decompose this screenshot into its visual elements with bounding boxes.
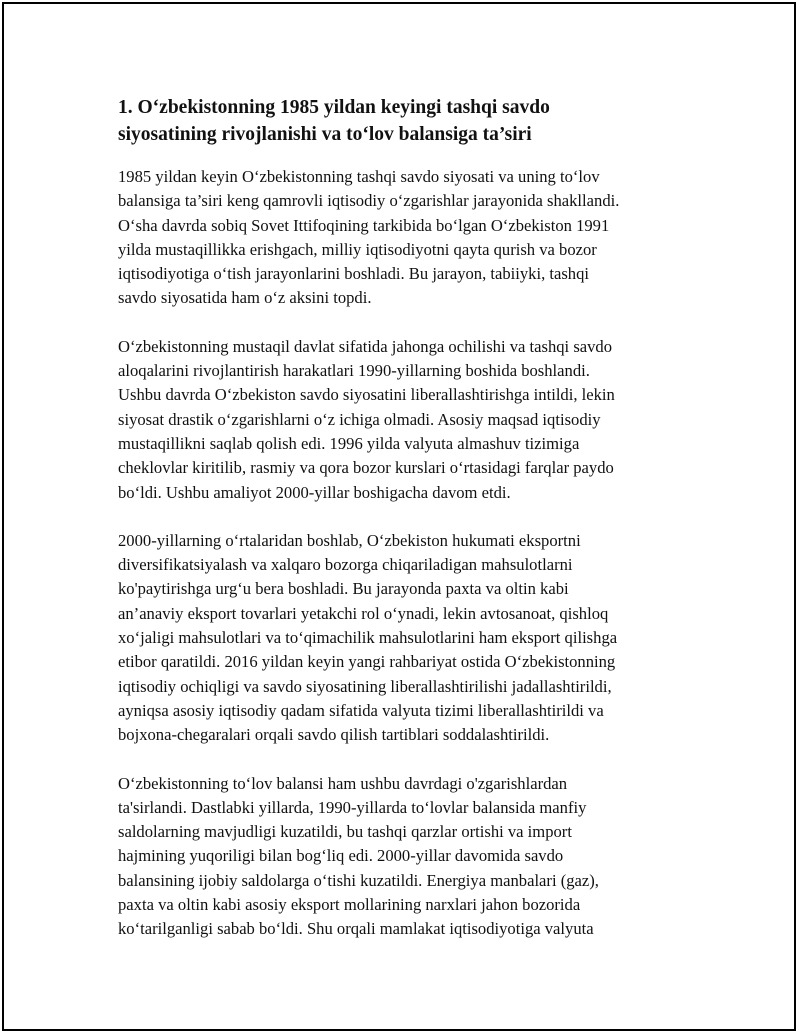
text-line: diversifikatsiyalash va xalqaro bozorga chiqariladigan mahsulotlarni bbox=[118, 555, 573, 575]
text-line: cheklovlar kiritilib, rasmiy va qora bozor kurslari o‘rtasidagi farqlar paydo bbox=[118, 458, 614, 478]
text-line: aloqalarini rivojlantirish harakatlari 1990-yillarning boshida boshlandi. bbox=[118, 361, 590, 381]
text-line: ko‘tarilganligi sabab bo‘ldi. Shu orqali mamlakat iqtisodiyotiga valyuta bbox=[118, 919, 594, 939]
text-line: siyosat drastik o‘zgarishlarni o‘z ichiga olmadi. Asosiy maqsad iqtisodiy bbox=[118, 409, 601, 429]
heading-line: 1. O‘zbekistonning 1985 yildan keyingi tashqi savdo bbox=[118, 97, 550, 118]
paragraph-3 bbox=[118, 529, 678, 748]
heading-line: siyosatining rivojlanishi va to‘lov balansiga ta’siri bbox=[118, 124, 532, 145]
text-line: Ushbu davrda O‘zbekiston savdo siyosatini liberallashtirishga intildi, lekin bbox=[118, 385, 615, 405]
text-line: balansiga ta’siri keng qamrovli iqtisodiy o‘zgarishlar jarayonida shakllandi. bbox=[118, 191, 620, 211]
paragraph-4 bbox=[118, 772, 678, 942]
text-line: bo‘ldi. Ushbu amaliyot 2000-yillar boshigacha davom etdi. bbox=[118, 482, 511, 502]
section-heading bbox=[118, 94, 678, 148]
paragraph-2 bbox=[118, 335, 678, 505]
document-body bbox=[118, 94, 678, 966]
text-line: yilda mustaqillikka erishgach, milliy iqtisodiyotni qayta qurish va bozor bbox=[118, 239, 597, 259]
text-line: hajmining yuqoriligi bilan bog‘liq edi. 2000-yillar davomida savdo bbox=[118, 846, 564, 866]
text-line: savdo siyosatida ham o‘z aksini topdi. bbox=[118, 288, 372, 308]
text-line: saldolarning mavjudligi kuzatildi, bu tashqi qarzlar ortishi va import bbox=[118, 822, 572, 842]
text-line: xo‘jaligi mahsulotlari va to‘qimachilik mahsulotlarini ham eksport qilishga bbox=[118, 628, 618, 648]
text-line: paxta va oltin kabi asosiy eksport mollarining narxlari jahon bozorida bbox=[118, 895, 581, 915]
text-line: an’anaviy eksport tovarlari yetakchi rol o‘ynadi, lekin avtosanoat, qishloq bbox=[118, 603, 609, 623]
text-line: O‘sha davrda sobiq Sovet Ittifoqining tarkibida bo‘lgan O‘zbekiston 1991 bbox=[118, 215, 610, 235]
paragraph-1 bbox=[118, 165, 678, 311]
text-line: etibor qaratildi. 2016 yildan keyin yangi rahbariyat ostida O‘zbekistonning bbox=[118, 652, 616, 672]
text-line: bojxona-chegaralari orqali savdo qilish tartiblari soddalashtirildi. bbox=[118, 725, 550, 745]
text-line: balansining ijobiy saldolarga o‘tishi kuzatildi. Energiya manbalari (gaz), bbox=[118, 870, 599, 890]
text-line: 1985 yildan keyin O‘zbekistonning tashqi savdo siyosati va uning to‘lov bbox=[118, 167, 600, 186]
text-line: mustaqillikni saqlab qolish edi. 1996 yilda valyuta almashuv tizimiga bbox=[118, 433, 580, 453]
text-line: ko'paytirishga urg‘u bera boshladi. Bu jarayonda paxta va oltin kabi bbox=[118, 579, 569, 599]
text-line: ta'sirlandi. Dastlabki yillarda, 1990-yillarda to‘lovlar balansida manfiy bbox=[118, 797, 587, 817]
text-line: O‘zbekistonning to‘lov balansi ham ushbu davrdagi o'zgarishlardan bbox=[118, 773, 568, 793]
text-line: iqtisodiyotiga o‘tish jarayonlarini boshladi. Bu jarayon, tabiiyki, tashqi bbox=[118, 264, 590, 284]
text-line: ayniqsa asosiy iqtisodiy qadam sifatida valyuta tizimi liberallashtirildi va bbox=[118, 700, 604, 720]
text-line: iqtisodiy ochiqligi va savdo siyosatining liberallashtirilishi jadallashtirildi, bbox=[118, 676, 612, 696]
text-line: O‘zbekistonning mustaqil davlat sifatida jahonga ochilishi va tashqi savdo bbox=[118, 336, 613, 356]
text-line: 2000-yillarning o‘rtalaridan boshlab, O‘zbekiston hukumati eksportni bbox=[118, 530, 581, 550]
